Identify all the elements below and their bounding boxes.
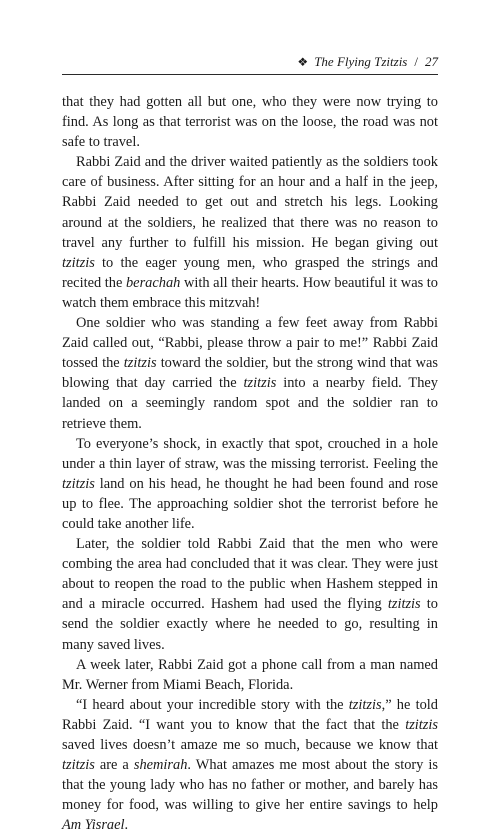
text-run: with all their hearts. How beautiful it was to watch them embrace this mitzvah!	[62, 274, 438, 311]
text-run: into a nearby field. They landed on a seemingly random spot and the soldier ran to retrieve them.	[62, 375, 438, 432]
italic-term: shemirah	[133, 757, 188, 774]
chapter-title: The Flying Tzitzis	[314, 54, 408, 69]
italic-term: tzitzis	[62, 757, 95, 774]
text-run: “I heard about your incredible story with the	[76, 696, 349, 713]
text-run: One soldier who was standing a few feet away from Rabbi Zaid called out, “Rabbi, please throw a pair to me!” Rabbi Zaid tossed the	[62, 315, 438, 372]
body-paragraph	[62, 92, 438, 152]
text-run: are a	[94, 757, 134, 774]
text-run: Later, the soldier told Rabbi Zaid that the men who were combing the area had concluded that it was clear. They were just about to reopen the road to the public when Hashem stepped in and a miracle occurred. Hashem had used the flying	[62, 536, 438, 613]
italic-term: tzitzis	[62, 475, 95, 492]
body-paragraph	[62, 655, 438, 695]
text-run: To everyone’s shock, in exactly that spot, crouched in a hole under a thin layer of straw, was the missing terrorist. Feeling the	[62, 435, 438, 472]
text-run: toward the soldier, but the strong wind that was blowing that day carried the	[62, 355, 438, 392]
text-run: Rabbi Zaid and the driver waited patiently as the soldiers took care of business. After sitting for an hour and a half in the jeep, Rabbi Zaid needed to get out and stretch his legs. Looking around at the soldiers, he realized that there was no reason to travel any further to fulfill his mission. He began giving out	[62, 154, 438, 251]
italic-term: tzitzis	[387, 596, 421, 613]
italic-term: tzitzis	[123, 355, 157, 372]
text-run: land on his head, he thought he had been found and rose up to flee. The approaching soldier shot the terrorist before he could take another life.	[62, 475, 438, 532]
text-run: A week later, Rabbi Zaid got a phone call from a man named Mr. Werner from Miami Beach, Florida.	[62, 656, 438, 693]
body-paragraph	[62, 534, 438, 655]
text-run: saved lives doesn’t amaze me so much, because we know that	[62, 737, 438, 753]
running-head	[297, 54, 438, 70]
italic-term: Am Yisrael	[62, 817, 125, 834]
italic-term: tzitzis	[348, 696, 382, 713]
body-paragraph	[62, 313, 438, 434]
header-rule	[62, 74, 438, 75]
text-run: to the eager young men, who grasped the strings and recited the	[62, 254, 438, 291]
ornament-icon: ❖	[297, 55, 309, 69]
body-paragraph	[62, 695, 438, 835]
body-paragraph	[62, 434, 438, 534]
italic-term: tzitzis	[62, 254, 95, 271]
text-run: ,” he told Rabbi Zaid. “I want you to know that the fact that the	[62, 696, 439, 733]
text-run: . What amazes me most about the story is that the young lady who has no father or mother, and barely has money for food, was willing to give her entire savings to help	[62, 757, 439, 814]
italic-term: berachah	[125, 274, 181, 291]
body-text	[62, 92, 438, 835]
body-paragraph	[62, 152, 438, 313]
header-separator: /	[414, 54, 418, 69]
italic-term: tzitzis	[243, 375, 277, 392]
italic-term: tzitzis	[405, 716, 438, 733]
text-run: that they had gotten all but one, who they were now trying to find. As long as that terrorist was on the loose, the road was not safe to travel.	[62, 94, 438, 151]
text-run: to send the soldier exactly where he needed to go, resulting in many saved lives.	[62, 596, 438, 653]
text-run: .	[124, 817, 129, 834]
page-number: 27	[425, 54, 438, 69]
